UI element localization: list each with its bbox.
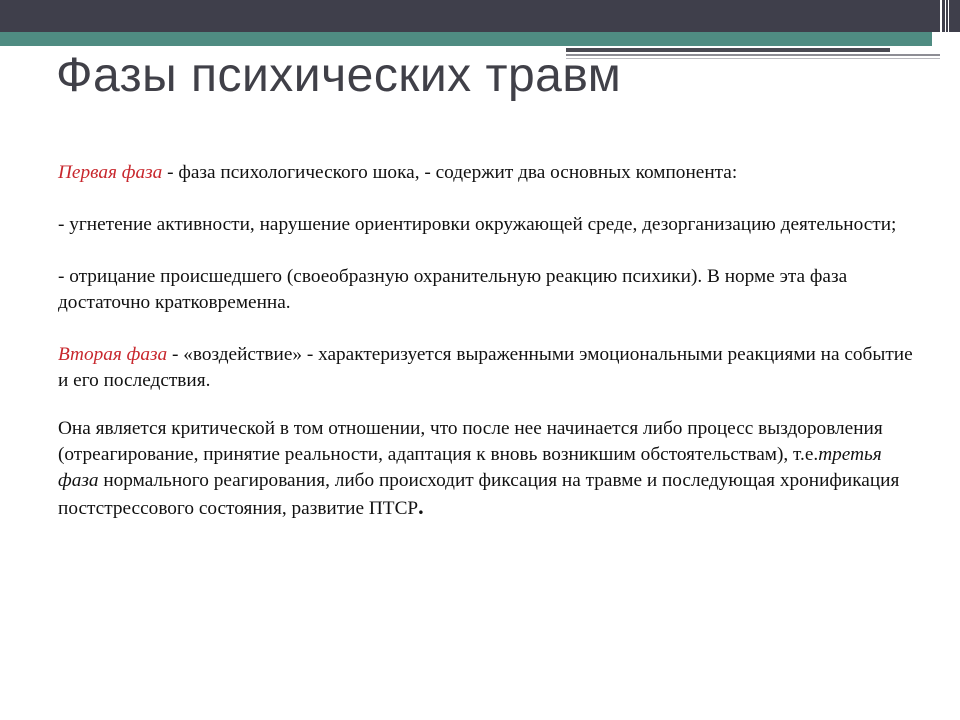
decorative-line bbox=[566, 54, 942, 56]
final-paragraph bbox=[58, 416, 918, 522]
phase1-text: - фаза психологического шока, - содержит два основных компонента: bbox=[162, 162, 738, 183]
header-band bbox=[0, 0, 960, 32]
third-phase-label: третья фаза bbox=[58, 444, 882, 491]
final-text-after: нормального реагирования, либо происходит фиксация на травме и последующая хронификация постстрессового состояния, развитие ПТСР bbox=[58, 470, 900, 519]
phase2-paragraph bbox=[58, 342, 918, 394]
bullet-inhibition: - угнетение активности, нарушение ориентировки окружающей среде, дезорганизацию деятельности; bbox=[58, 214, 897, 235]
final-text-before: Она является критической в том отношении, что после нее начинается либо процесс выздоровления (отреагирование, принятие реальности, адаптация к вновь возникшим обстоятельствам), т.е. bbox=[58, 418, 883, 465]
slide-title: Фазы психических травм bbox=[56, 49, 622, 102]
phase1-label: Первая фаза bbox=[58, 162, 163, 183]
phase1-paragraph bbox=[58, 160, 918, 186]
phase2-text: - «воздействие» - характеризуется выраженными эмоциональными реакциями на событие и его последствия. bbox=[58, 344, 913, 391]
accent-bar bbox=[0, 32, 932, 46]
decorative-line bbox=[566, 58, 942, 59]
bullet-denial: - отрицание происшедшего (своеобразную охранительную реакцию психики). В норме эта фаза достаточно кратковременна. bbox=[58, 266, 848, 313]
slide-body bbox=[58, 160, 918, 522]
phase2-label: Вторая фаза bbox=[58, 344, 168, 365]
final-period: . bbox=[418, 494, 424, 519]
decorative-vertical-lines bbox=[932, 0, 960, 62]
